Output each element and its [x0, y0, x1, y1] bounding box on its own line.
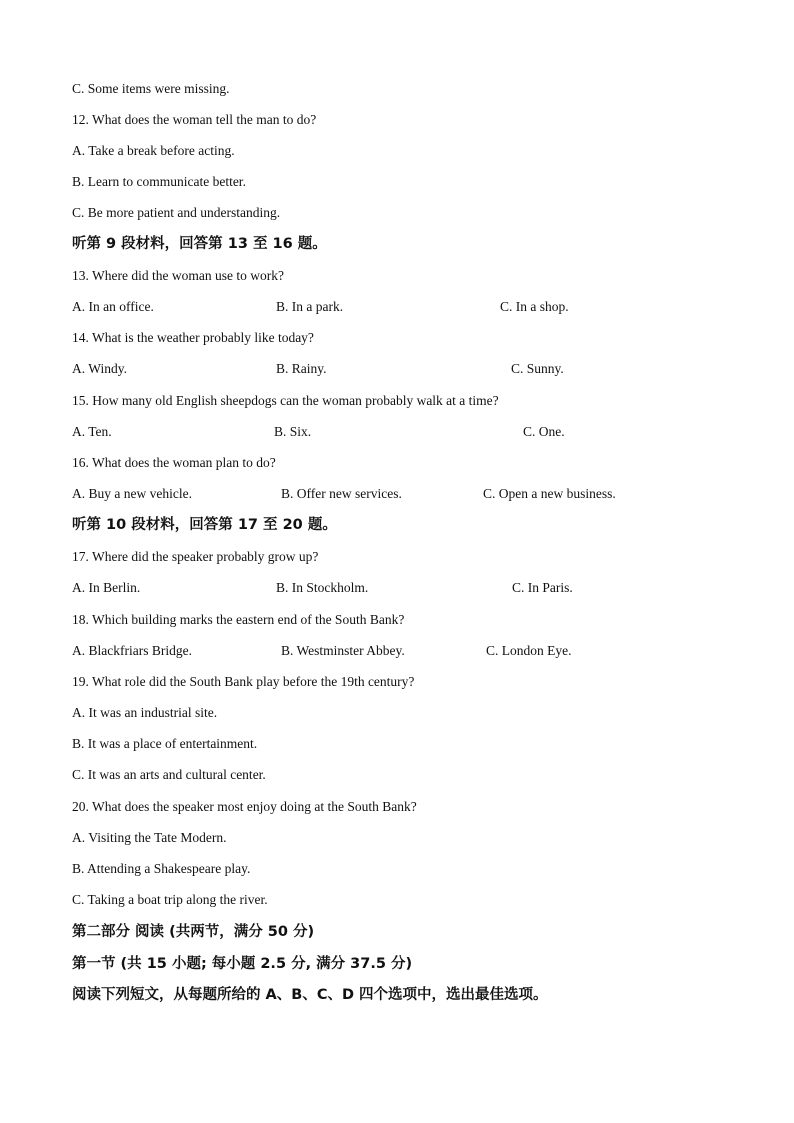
part-2-heading: 第二部分 阅读 (共两节，满分 50 分)	[72, 924, 315, 940]
q17-option-b: B. In Stockholm.	[276, 580, 369, 595]
q20-option-b: B. Attending a Shakespeare play.	[72, 861, 251, 876]
q12-question: 12. What does the woman tell the man to do?	[72, 112, 317, 127]
q16-option-a: A. Buy a new vehicle.	[72, 486, 192, 501]
q19-question: 19. What role did the South Bank play before the 19th century?	[72, 674, 415, 689]
q17-option-a: A. In Berlin.	[72, 580, 141, 595]
q19-option-c: C. It was an arts and cultural center.	[72, 767, 266, 782]
q13-option-c: C. In a shop.	[500, 299, 569, 314]
q20-option-c: C. Taking a boat trip along the river.	[72, 892, 268, 907]
q18-option-a: A. Blackfriars Bridge.	[72, 643, 192, 658]
q19-option-b: B. It was a place of entertainment.	[72, 736, 258, 751]
q11-option-c: C. Some items were missing.	[72, 81, 230, 96]
q18-question: 18. Which building marks the eastern end of the South Bank?	[72, 612, 405, 627]
q13-question: 13. Where did the woman use to work?	[72, 268, 284, 283]
q12-option-a: A. Take a break before acting.	[72, 143, 235, 158]
section-10-heading: 听第 10 段材料，回答第 17 至 20 题。	[72, 517, 337, 533]
part-2-section-1-heading: 第一节 (共 15 小题; 每小题 2.5 分, 满分 37.5 分)	[72, 956, 413, 972]
q13-option-b: B. In a park.	[276, 299, 344, 314]
q16-question: 16. What does the woman plan to do?	[72, 455, 276, 470]
q14-option-a: A. Windy.	[72, 361, 127, 376]
q15-option-c: C. One.	[523, 424, 565, 439]
q19-option-a: A. It was an industrial site.	[72, 705, 218, 720]
q17-question: 17. Where did the speaker probably grow up?	[72, 549, 319, 564]
q14-question: 14. What is the weather probably like today?	[72, 330, 314, 345]
q15-option-b: B. Six.	[274, 424, 312, 439]
q15-options	[0, 423, 794, 441]
q17-option-c: C. In Paris.	[512, 580, 573, 595]
q12-option-b: B. Learn to communicate better.	[72, 174, 246, 189]
q12-option-c: C. Be more patient and understanding.	[72, 205, 281, 220]
q16-option-c: C. Open a new business.	[483, 486, 616, 501]
q14-options	[0, 360, 794, 378]
q16-options	[0, 485, 794, 503]
q20-question: 20. What does the speaker most enjoy doing at the South Bank?	[72, 799, 417, 814]
reading-instruction: 阅读下列短文，从每题所给的 A、B、C、D 四个选项中，选出最佳选项。	[72, 987, 548, 1003]
q17-options	[0, 579, 794, 597]
q18-options	[0, 642, 794, 660]
q15-option-a: A. Ten.	[72, 424, 112, 439]
q18-option-b: B. Westminster Abbey.	[281, 643, 405, 658]
q18-option-c: C. London Eye.	[486, 643, 572, 658]
q14-option-b: B. Rainy.	[276, 361, 327, 376]
q14-option-c: C. Sunny.	[511, 361, 564, 376]
q16-option-b: B. Offer new services.	[281, 486, 402, 501]
section-9-heading: 听第 9 段材料，回答第 13 至 16 题。	[72, 236, 327, 252]
q13-options	[0, 298, 794, 316]
q13-option-a: A. In an office.	[72, 299, 154, 314]
q20-option-a: A. Visiting the Tate Modern.	[72, 830, 227, 845]
q15-question: 15. How many old English sheepdogs can the woman probably walk at a time?	[72, 393, 499, 408]
